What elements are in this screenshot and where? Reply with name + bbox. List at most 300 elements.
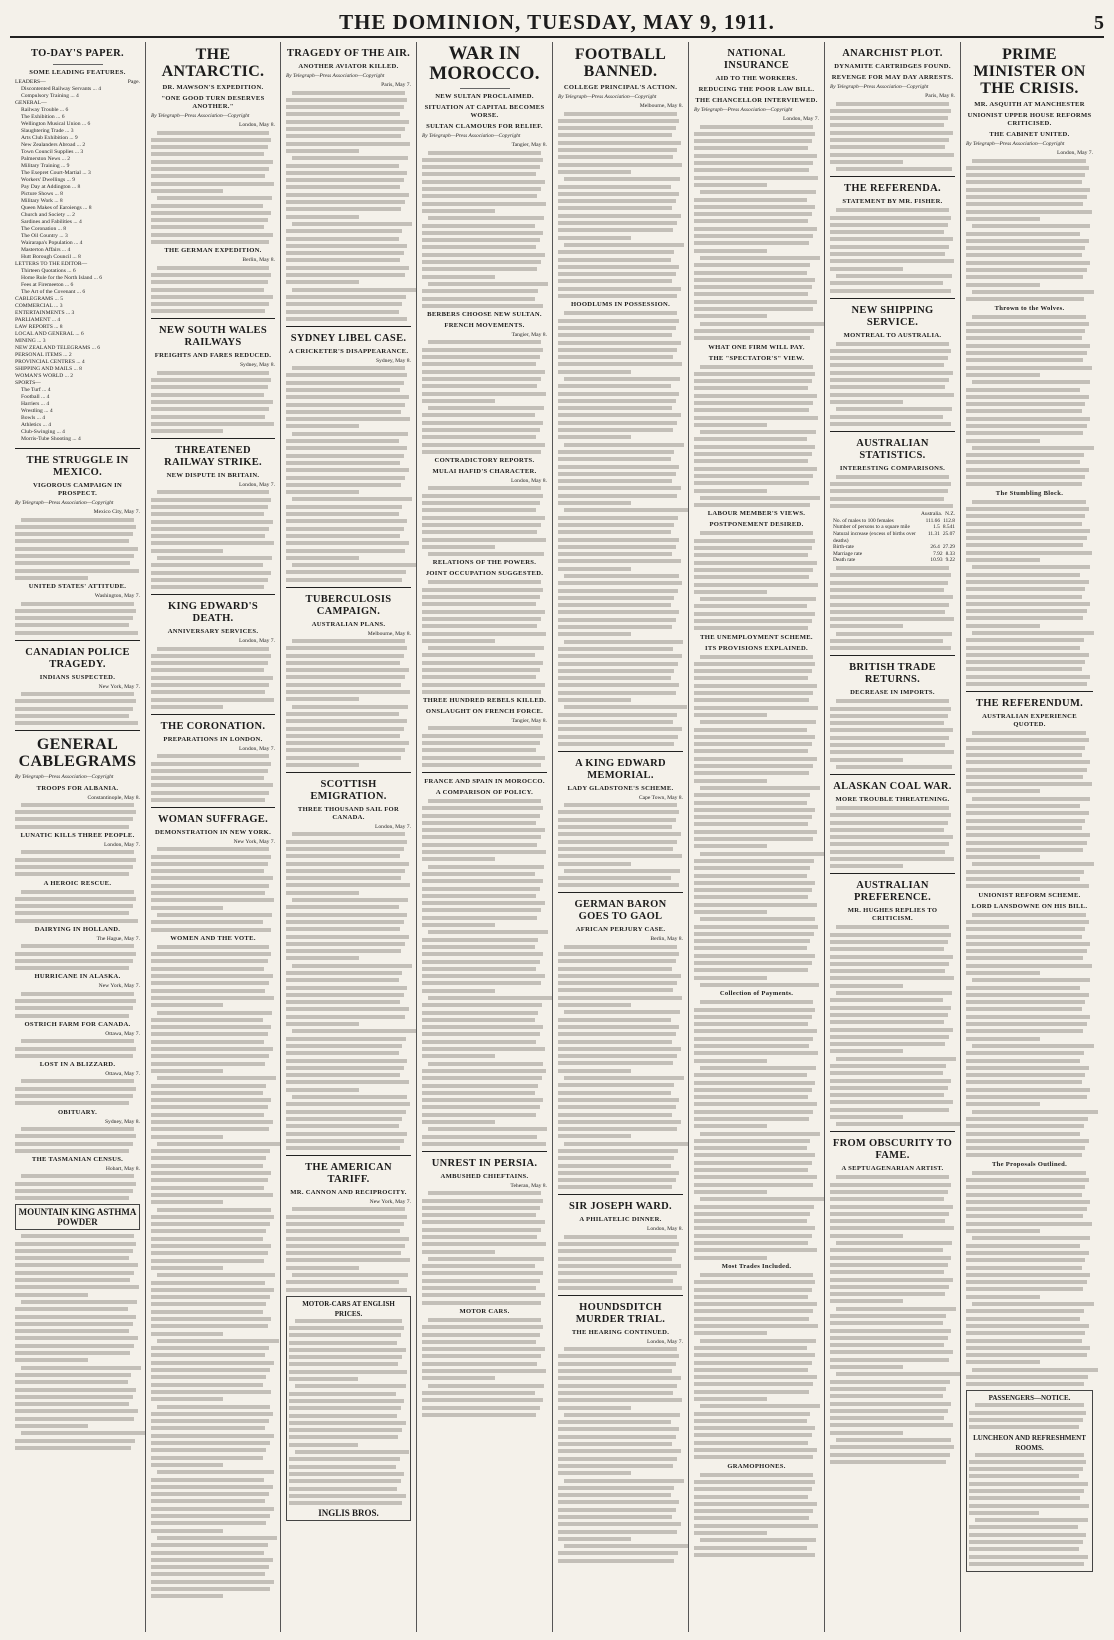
article-heading: NEW SOUTH WALES RAILWAYS xyxy=(159,325,267,349)
column-3 xyxy=(281,42,417,1632)
article-heading: AUSTRALIAN STATISTICS. xyxy=(856,437,929,461)
article-subheading: NEW DISPUTE IN BRITAIN. xyxy=(166,472,260,480)
body-text xyxy=(15,692,140,725)
index-entry: Sardines and Fabilities ... 4 xyxy=(21,219,82,225)
body-text xyxy=(694,1273,819,1459)
article-heading: FROM OBSCURITY TO FAME. xyxy=(832,1138,953,1162)
body-text xyxy=(558,112,683,298)
article-subheading: SULTAN CLAMOURS FOR RELIEF. xyxy=(426,123,543,130)
article-heading: BRITISH TRADE RETURNS. xyxy=(849,662,936,686)
body-text xyxy=(969,1453,1090,1566)
table-cell: 111.66 xyxy=(925,517,941,524)
article-subheading: UNITED STATES' ATTITUDE. xyxy=(28,583,127,591)
article-heading: WAR IN MOROCCO. xyxy=(429,43,540,84)
article-subheading: HURRICANE IN ALASKA. xyxy=(34,973,121,981)
article-heading: ANARCHIST PLOT. xyxy=(842,48,943,59)
article-subheading: TROOPS FOR ALBANIA. xyxy=(36,784,119,792)
article-heading: ALASKAN COAL WAR. xyxy=(833,780,952,792)
body-text xyxy=(969,1403,1090,1429)
index-entry: Wellington Musical Union ... 6 xyxy=(21,121,91,127)
press-credit: By Telegraph—Press Association—Copyright xyxy=(151,113,250,119)
article-subheading: THREE THOUSAND SAIL FOR CANADA. xyxy=(297,806,400,822)
table-cell: 11.31 xyxy=(927,531,940,538)
article-heading: SIR JOSEPH WARD. xyxy=(569,1201,672,1213)
dateline: Cape Town, May 8. xyxy=(638,794,683,801)
contents-index xyxy=(15,79,140,443)
press-credit: By Telegraph—Press Association—Copyright xyxy=(558,94,657,100)
table-cell: Birth-rate xyxy=(833,544,854,551)
index-entry: Picture Shows ... 8 xyxy=(21,191,63,197)
body-text xyxy=(151,754,275,802)
table-cell: 25.07 xyxy=(942,531,955,538)
body-text xyxy=(15,1174,140,1200)
dateline: New York, May 7. xyxy=(98,983,140,990)
article-subheading: THE TASMANIAN CENSUS. xyxy=(31,1156,124,1164)
article-subheading: SITUATION AT CAPITAL BECOMES WORSE. xyxy=(424,104,545,119)
dateline: Constantinople, May 8. xyxy=(87,794,140,801)
index-entry: Football ... 4 xyxy=(21,394,50,400)
article-subheading: STATEMENT BY MR. FISHER. xyxy=(842,198,943,206)
body-text xyxy=(15,1234,140,1450)
column-8 xyxy=(961,42,1098,1632)
index-entry: WOMAN'S WORLD ... 2 xyxy=(15,373,74,379)
table-cell: No. of males to 100 females xyxy=(833,517,894,524)
article-heading: HOUNDSDITCH MURDER TRIAL. xyxy=(575,1301,666,1325)
body-text xyxy=(151,131,275,244)
article-heading: THE REFERENDA. xyxy=(844,183,941,195)
body-text xyxy=(151,490,275,589)
article-subheading: AMBUSHED CHIEFTAINS. xyxy=(440,1172,529,1180)
body-text xyxy=(966,913,1093,1158)
table-cell: 10.93 xyxy=(930,557,943,564)
index-entry: COMMERCIAL ... 3 xyxy=(15,303,63,309)
dateline: Paris, May 7. xyxy=(381,82,411,89)
article-subheading: A COMPARISON OF POLICY. xyxy=(435,788,534,796)
body-text xyxy=(694,1473,819,1557)
index-entry: PARLIAMENT ... 4 xyxy=(15,317,61,323)
dateline: Berlin, May 8. xyxy=(242,257,275,264)
press-credit: By Telegraph—Press Association—Copyright xyxy=(422,133,521,139)
index-entry: Slaughtering Trade ... 3 xyxy=(21,128,74,134)
index-entry: Discontented Railway Servants ... 4 xyxy=(21,86,102,92)
article-heading: UNREST IN PERSIA. xyxy=(431,1157,538,1169)
dateline: London, May 7. xyxy=(103,842,140,849)
dateline: London, May 7. xyxy=(646,1338,683,1345)
press-credit: By Telegraph—Press Association—Copyright xyxy=(15,774,114,781)
article-heading: THE ANTARCTIC. xyxy=(161,46,265,80)
article-subheading: Collection of Payments. xyxy=(719,990,794,998)
index-entry: Workers' Dwellings ... 9 xyxy=(21,177,76,183)
body-text xyxy=(694,531,819,630)
body-text xyxy=(15,518,140,580)
index-entry: PERSONAL ITEMS ... 2 xyxy=(15,352,72,358)
index-entry: The Turf ... 4 xyxy=(21,387,51,393)
body-text xyxy=(830,342,955,426)
advertisement xyxy=(966,1390,1093,1572)
table-cell: 7.92 xyxy=(933,550,943,557)
dateline: Ottawa, May 7. xyxy=(105,1071,140,1078)
index-entry: Wairarapa's Population ... 4 xyxy=(21,240,83,246)
index-entry: Arts Club Exhibition ... 9 xyxy=(21,135,78,141)
article-heading: PRIME MINISTER ON THE CRISIS. xyxy=(973,46,1086,97)
article-subheading: REVENGE FOR MAY DAY ARRESTS. xyxy=(831,74,954,81)
article-heading: TUBERCULOSIS CAMPAIGN. xyxy=(305,593,392,617)
article-subheading: THE CHANCELLOR INTERVIEWED. xyxy=(695,97,818,104)
dateline: New York, May 7. xyxy=(233,839,275,845)
body-text xyxy=(966,315,1093,487)
table-cell: 26.4 xyxy=(930,544,940,551)
article-heading: TRAGEDY OF THE AIR. xyxy=(286,48,411,59)
column-7 xyxy=(825,42,961,1632)
todays-paper-heading: TO-DAY'S PAPER. xyxy=(31,48,124,59)
index-entry: New Zealanders Abroad ... 2 xyxy=(21,142,86,148)
article-subheading: FRENCH MOVEMENTS. xyxy=(444,322,525,330)
article-subheading: Thrown to the Wolves. xyxy=(994,304,1065,312)
masthead-title: THE DOMINION, TUESDAY, MAY 9, 1911. xyxy=(339,10,775,34)
body-text xyxy=(830,806,955,868)
index-entry: The Exhibition ... 6 xyxy=(21,114,65,120)
body-text xyxy=(151,371,275,433)
article-subheading: MOTOR CARS. xyxy=(459,1307,510,1315)
article-heading: KING EDWARD'S DEATH. xyxy=(168,601,258,625)
index-entry: MINING ... 3 xyxy=(15,338,46,344)
article-heading: THE AMERICAN TARIFF. xyxy=(305,1162,392,1186)
article-heading: SCOTTISH EMIGRATION. xyxy=(310,779,387,803)
body-text xyxy=(830,102,955,172)
article-subheading: ANNIVERSARY SERVICES. xyxy=(167,628,259,636)
dateline: Sydney, May 8. xyxy=(239,362,275,369)
body-text xyxy=(15,1127,140,1153)
body-text xyxy=(422,580,547,693)
dateline: Ottawa, May 7. xyxy=(105,1030,140,1037)
article-heading: GERMAN BARON GOES TO GAOL xyxy=(574,899,667,923)
ad-title: MOTOR-CARS AT ENGLISH PRICES. xyxy=(302,1299,395,1318)
article-heading: THE CORONATION. xyxy=(160,720,266,732)
dateline: Washington, May 7. xyxy=(94,593,140,600)
body-text xyxy=(151,266,275,314)
article-subheading: RELATIONS OF THE POWERS. xyxy=(432,559,537,567)
index-entry: Queen Makes of Earoiengs ... 8 xyxy=(21,205,92,211)
body-text xyxy=(15,602,140,635)
article-heading: SYDNEY LIBEL CASE. xyxy=(290,332,407,344)
index-entry: Town Council Supplies ... 3 xyxy=(21,149,84,155)
body-text xyxy=(694,365,819,508)
table-cell: 1.5 xyxy=(933,524,940,531)
index-section: SPORTS— xyxy=(15,380,41,386)
index-entry: LOCAL AND GENERAL ... 6 xyxy=(15,331,84,337)
article-subheading: INDIANS SUSPECTED. xyxy=(39,673,116,681)
dateline: London, May 7. xyxy=(374,824,411,831)
statistics-table xyxy=(830,511,955,564)
index-entry: Masterton Affairs ... 4 xyxy=(21,247,71,253)
index-entry: NEW ZEALAND TELEGRAMS ... 6 xyxy=(15,345,101,351)
table-row xyxy=(830,551,955,558)
article-subheading: DYNAMITE CARTRIDGES FOUND. xyxy=(834,63,951,70)
article-subheading: FREIGHTS AND FARES REDUCED. xyxy=(154,352,272,360)
body-text xyxy=(15,850,140,876)
dateline: Berlin, May 8. xyxy=(650,936,683,943)
dateline: Melbourne, May 8. xyxy=(367,630,411,637)
body-text xyxy=(15,803,140,829)
table-cell: Number of persons to a square mile xyxy=(833,524,910,531)
article-subheading: THE GERMAN EXPEDITION. xyxy=(164,247,262,255)
index-letters xyxy=(15,268,140,296)
article-heading: NEW SHIPPING SERVICE. xyxy=(851,304,934,328)
body-text xyxy=(694,1000,819,1259)
article-subheading: LUNATIC KILLS THREE PEOPLE. xyxy=(20,832,135,840)
dateline: London, May 7. xyxy=(782,116,819,123)
dateline: New York, May 7. xyxy=(98,683,140,690)
dateline: London, May 7. xyxy=(238,482,275,489)
index-entry: Morris-Tube Shooting ... 4 xyxy=(21,436,81,442)
article-subheading: LORD LANSDOWNE ON HIS BILL. xyxy=(971,902,1088,910)
article-subheading: AUSTRALIAN EXPERIENCE QUOTED. xyxy=(982,713,1077,729)
dateline: Sydney, May 8. xyxy=(375,357,411,364)
article-subheading: LABOUR MEMBER'S VIEWS. xyxy=(707,510,806,518)
article-heading: THREATENED RAILWAY STRIKE. xyxy=(164,445,262,469)
index-entry: Club-Swinging ... 4 xyxy=(21,429,65,435)
index-section: LETTERS TO THE EDITOR— xyxy=(15,261,88,267)
body-text xyxy=(151,647,275,709)
index-sports xyxy=(15,387,140,443)
article-heading: A KING EDWARD MEMORIAL. xyxy=(575,757,666,781)
article-subheading: DECREASE IN IMPORTS. xyxy=(850,689,935,697)
body-text xyxy=(289,1319,408,1505)
table-cell: Marriage rate xyxy=(833,550,863,557)
column-4 xyxy=(417,42,553,1632)
dateline: London, May 8. xyxy=(510,478,547,485)
masthead xyxy=(10,10,1104,38)
press-credit: By Telegraph—Press Association—Copyright xyxy=(694,107,793,113)
dateline: The Hague, May 7. xyxy=(96,935,140,942)
article-subheading: THE "SPECTATOR'S" VIEW. xyxy=(708,354,805,362)
article-subheading: GRAMOPHONES. xyxy=(727,1462,786,1470)
body-text xyxy=(966,500,1093,686)
advertisement xyxy=(286,1296,411,1522)
column-6 xyxy=(689,42,825,1632)
article-subheading: MORE TROUBLE THREATENING. xyxy=(835,795,950,803)
body-text xyxy=(558,945,683,1190)
article-subheading: REDUCING THE POOR LAW BILL. xyxy=(698,86,815,93)
article-heading: AUSTRALIAN PREFERENCE. xyxy=(853,880,932,904)
table-cell: 8.33 xyxy=(945,550,955,557)
press-credit: By Telegraph—Press Association—Copyright xyxy=(15,500,114,506)
body-text xyxy=(286,366,411,582)
article-subheading: POSTPONEMENT DESIRED. xyxy=(709,521,804,529)
article-subheading: UNIONIST REFORM SCHEME. xyxy=(978,891,1081,899)
article-subheading: ANOTHER AVIATOR KILLED. xyxy=(298,63,399,70)
body-text xyxy=(558,803,683,887)
article-subheading: DAIRYING IN HOLLAND. xyxy=(34,925,121,933)
article-subheading: UNIONIST UPPER HOUSE REFORMS CRITICISED. xyxy=(967,112,1092,127)
index-entry: The Art of the Covenant ... 6 xyxy=(21,289,86,295)
article-subheading: The Stumbling Block. xyxy=(995,489,1064,497)
body-text xyxy=(422,799,547,1146)
index-entry: Wrestling ... 4 xyxy=(21,408,53,414)
article-subheading: HOODLUMS IN POSSESSION. xyxy=(570,301,671,309)
dateline: Teheran, May 8. xyxy=(510,1182,547,1189)
article-subheading: MR. HUGHES REPLIES TO CRITICISM. xyxy=(847,907,938,923)
article-heading: FOOTBALL BANNED. xyxy=(574,46,667,80)
body-text xyxy=(830,475,955,508)
index-entry: Harriers ... 4 xyxy=(21,401,50,407)
dateline: Melbourne, May 8. xyxy=(639,103,683,110)
dateline: London, May 7. xyxy=(1056,150,1093,157)
article-subheading: A HEROIC RESCUE. xyxy=(43,879,112,887)
body-text xyxy=(15,992,140,1018)
index-entry: The Oil Country ... 3 xyxy=(21,233,68,239)
article-subheading: ONSLAUGHT ON FRENCH FORCE. xyxy=(425,708,544,716)
article-subheading: AUSTRALIAN PLANS. xyxy=(311,620,386,628)
body-text xyxy=(558,1235,683,1290)
index-entry: Home Rule for the North Island ... 6 xyxy=(21,275,103,281)
article-subheading: The Proposals Outlined. xyxy=(991,1160,1068,1168)
ad-title: INGLIS BROS. xyxy=(318,1508,379,1519)
index-entry: Compulsory Training ... 4 xyxy=(21,93,79,99)
body-text xyxy=(15,890,140,923)
article-heading: CANADIAN POLICE TRAGEDY. xyxy=(25,646,130,670)
table-cell: Natural increase (excess of births over deaths) xyxy=(833,531,916,544)
body-text xyxy=(151,847,275,931)
index-entry: Athletics ... 4 xyxy=(21,422,51,428)
index-entry: CABLEGRAMS ... 5 xyxy=(15,296,64,302)
index-entry: ENTERTAINMENTS ... 3 xyxy=(15,310,75,316)
body-text xyxy=(286,639,411,767)
table-cell: 8.541 xyxy=(942,524,955,531)
column-header: Australia. xyxy=(921,511,943,518)
article-heading: GENERAL CABLEGRAMS xyxy=(18,736,137,771)
article-subheading: AFRICAN PERJURY CASE. xyxy=(575,926,666,934)
dateline: London, May 7. xyxy=(238,745,275,752)
index-entry: The Exepret Court-Martial ... 3 xyxy=(21,170,91,176)
table-cell: 112.8 xyxy=(943,517,955,524)
article-subheading: A SEPTUAGENARIAN ARTIST. xyxy=(841,1165,944,1173)
body-text xyxy=(422,151,547,308)
dateline: Sydney, May 8. xyxy=(104,1118,140,1125)
column-5 xyxy=(553,42,689,1632)
article-subheading: A PHILATELIC DINNER. xyxy=(579,1216,662,1224)
table-cell: 9.22 xyxy=(945,557,955,564)
table-cell: 27.29 xyxy=(942,544,955,551)
body-text xyxy=(286,1207,411,1291)
article-subheading: OSTRICH FARM FOR CANADA. xyxy=(24,1020,131,1028)
dateline: Tangier, May 8. xyxy=(511,332,547,339)
index-entry: Palmerston News ... 2 xyxy=(21,156,71,162)
index-entry: Railway Trouble ... 6 xyxy=(21,107,69,113)
column-1 xyxy=(10,42,146,1632)
index-entry: Church and Society ... 2 xyxy=(21,212,75,218)
index-entry: Military Work ... 8 xyxy=(21,198,63,204)
body-text xyxy=(558,311,683,746)
article-subheading: LOST IN A BLIZZARD. xyxy=(39,1061,116,1069)
body-text xyxy=(286,91,411,321)
article-subheading: WHAT ONE FIRM WILL PAY. xyxy=(708,343,805,351)
article-subheading: "ONE GOOD TURN DESERVES ANOTHER." xyxy=(161,95,265,110)
ad-title: LUNCHEON AND REFRESHMENT ROOMS. xyxy=(973,1433,1086,1452)
article-subheading: CONTRADICTORY REPORTS. xyxy=(434,457,535,465)
index-page-label: Page. xyxy=(127,79,140,85)
index-entry: Pay Day at Addington ... 8 xyxy=(21,184,81,190)
body-text xyxy=(558,1347,683,1563)
body-text xyxy=(15,1039,140,1058)
body-text xyxy=(694,125,819,341)
column-grid xyxy=(10,42,1104,1632)
article-subheading: LADY GLADSTONE'S SCHEME. xyxy=(567,784,674,792)
body-text xyxy=(830,208,955,292)
index-entry: Thirteen Quotations ... 6 xyxy=(21,268,76,274)
index-entry: Bowls ... 4 xyxy=(21,415,46,421)
press-credit: By Telegraph—Press Association—Copyright xyxy=(966,141,1065,147)
body-text xyxy=(830,566,955,650)
index-entry: Fees at Firemeeton ... 6 xyxy=(21,282,74,288)
body-text xyxy=(422,726,547,766)
article-subheading: ITS PROVISIONS EXPLAINED. xyxy=(705,644,808,652)
ad-title: MOUNTAIN KING ASTHMA POWDER xyxy=(18,1207,137,1228)
dateline: Paris, May 8. xyxy=(925,93,955,100)
article-subheading: JOINT OCCUPATION SUGGESTED. xyxy=(425,570,544,578)
body-text xyxy=(422,1191,547,1304)
article-subheading: MONTREAL TO AUSTRALIA. xyxy=(843,331,942,339)
table-row xyxy=(830,544,955,551)
body-text xyxy=(966,159,1093,302)
article-heading: WOMAN SUFFRAGE. xyxy=(157,814,269,825)
article-subheading: THREE HUNDRED REBELS KILLED. xyxy=(422,697,547,705)
article-subheading: INTERESTING COMPARISONS. xyxy=(839,464,946,472)
article-subheading: THE HEARING CONTINUED. xyxy=(571,1328,670,1336)
body-text xyxy=(694,655,819,987)
body-text xyxy=(422,486,547,556)
article-subheading: DR. MAWSON'S EXPEDITION. xyxy=(162,84,264,91)
dateline: London, May 8. xyxy=(646,1226,683,1233)
index-entry: The Coronation ... 8 xyxy=(21,226,67,232)
article-subheading: MULAI HAFID'S CHARACTER. xyxy=(432,468,537,476)
advertisement xyxy=(15,1204,140,1230)
dateline: Hobart, May 8. xyxy=(105,1166,140,1173)
index-entry: LAW REPORTS ... 8 xyxy=(15,324,63,330)
body-text xyxy=(422,1318,547,1417)
article-subheading: Most Trades Included. xyxy=(721,1262,792,1270)
article-subheading: WOMEN AND THE VOTE. xyxy=(170,934,256,942)
ad-title: PASSENGERS—NOTICE. xyxy=(988,1394,1071,1403)
body-text xyxy=(15,944,140,970)
article-subheading: VIGOROUS CAMPAIGN IN PROSPECT. xyxy=(32,482,123,497)
press-credit: By Telegraph—Press Association—Copyright xyxy=(286,73,385,79)
index-departments xyxy=(15,296,140,380)
article-subheading: COLLEGE PRINCIPAL'S ACTION. xyxy=(563,84,678,91)
article-subheading: A CRICKETER'S DISAPPEARANCE. xyxy=(288,347,409,355)
article-subheading: THE UNEMPLOYMENT SCHEME. xyxy=(700,633,813,641)
article-subheading: AID TO THE WORKERS. xyxy=(715,75,798,82)
features-heading: SOME LEADING FEATURES. xyxy=(29,69,126,76)
press-credit: By Telegraph—Press Association—Copyright xyxy=(830,84,929,90)
dateline: Tangier, May 8. xyxy=(511,718,547,725)
article-subheading: MR. CANNON AND RECIPROCITY. xyxy=(290,1189,407,1197)
article-subheading: OBITUARY. xyxy=(57,1108,98,1116)
dateline: New York, May 7. xyxy=(369,1199,411,1206)
body-text xyxy=(286,832,411,1150)
article-subheading: FRANCE AND SPAIN IN MOROCCO. xyxy=(424,777,545,785)
dateline: London, May 8. xyxy=(238,122,275,129)
article-subheading: DEMONSTRATION IN NEW YORK. xyxy=(154,829,272,836)
table-cell: Death rate xyxy=(833,557,856,564)
article-subheading: MR. ASQUITH AT MANCHESTER xyxy=(974,101,1085,108)
column-header: N.Z. xyxy=(945,511,955,518)
article-subheading: THE CABINET UNITED. xyxy=(989,131,1070,138)
page-number: 5 xyxy=(1094,12,1104,34)
article-heading: NATIONAL INSURANCE xyxy=(723,48,790,71)
index-general xyxy=(15,107,140,261)
table-row xyxy=(830,531,955,544)
